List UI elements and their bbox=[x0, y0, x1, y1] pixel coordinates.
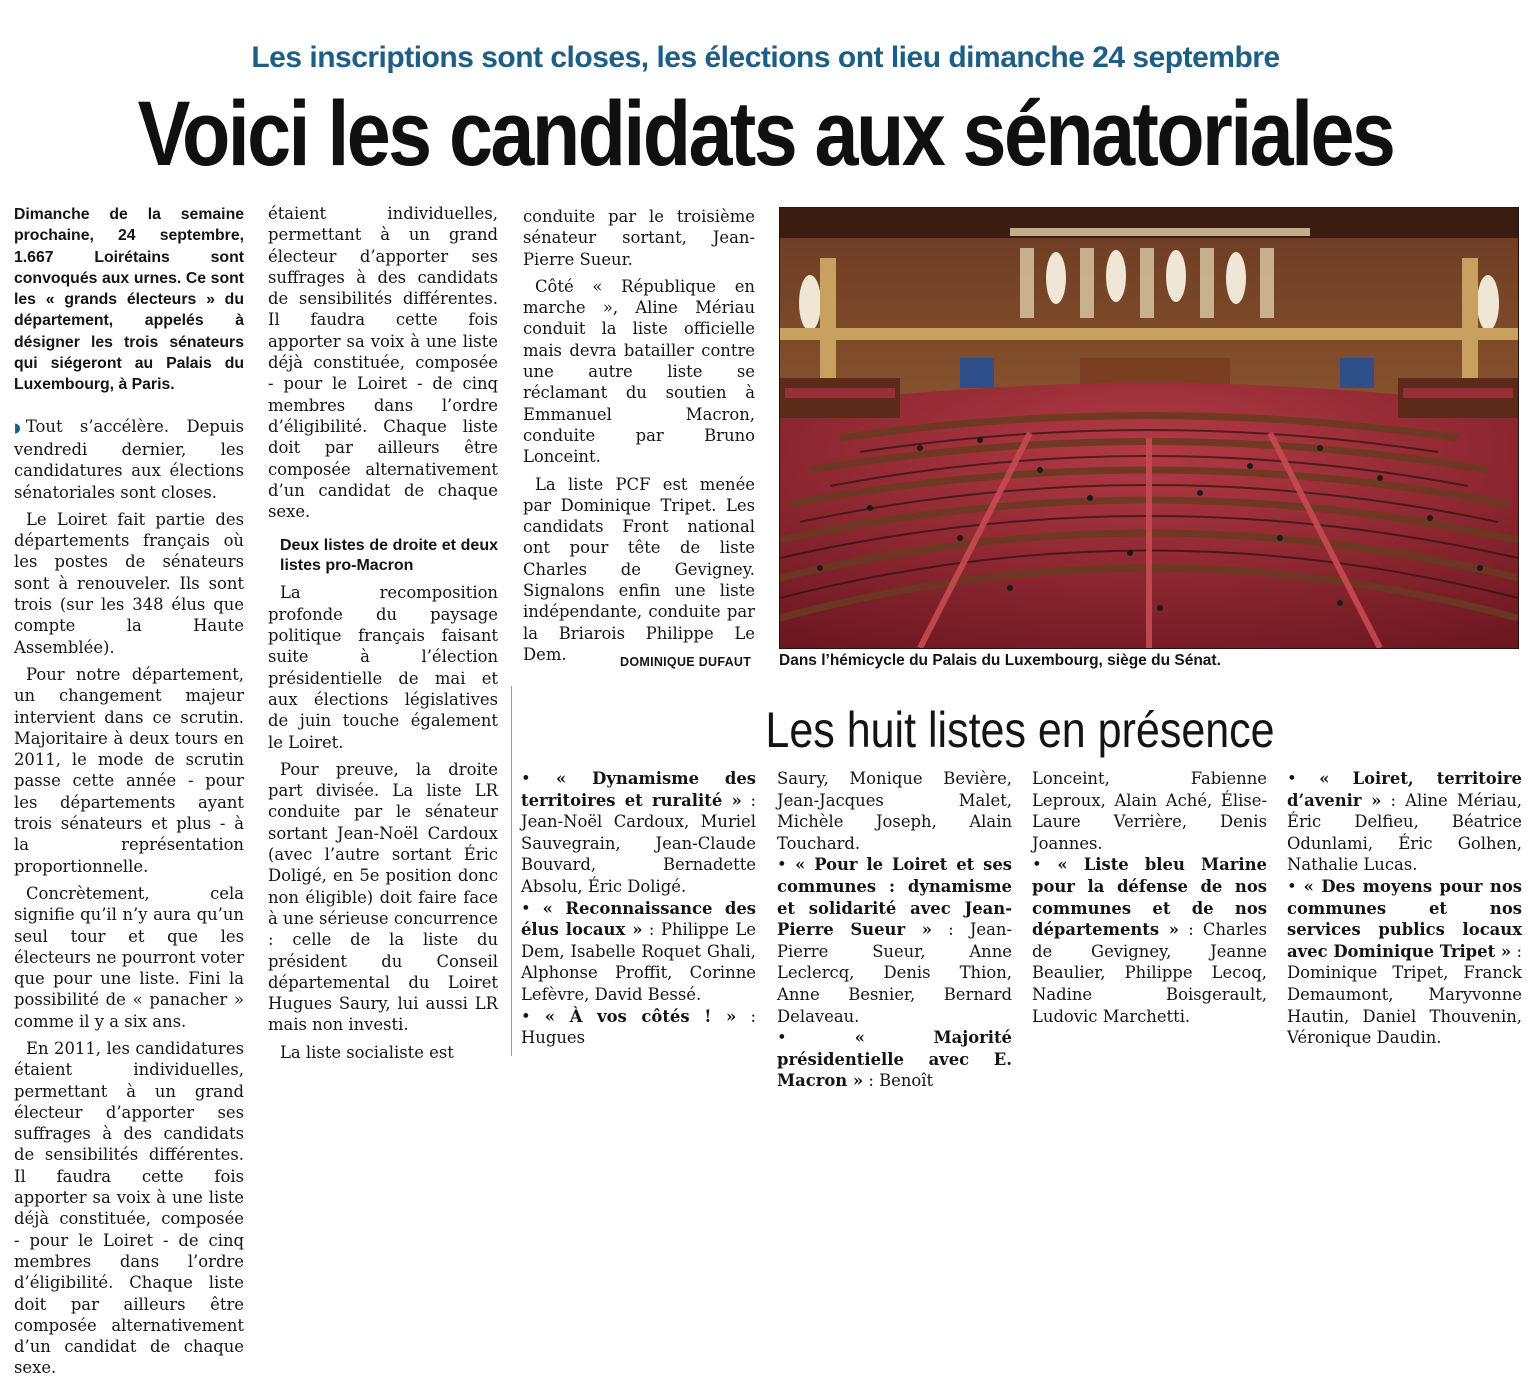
lists-box-title: Les huit listes en présence bbox=[765, 702, 1275, 758]
lists-column-2 bbox=[777, 768, 1012, 1092]
column-2-flow bbox=[268, 203, 498, 522]
list-item: • « Reconnaissance des élus locaux » : Philippe Le Dem, Isabelle Roquet Ghali, Alphonse Proffit, Corinne Lefèvre, David Bessé. bbox=[521, 898, 757, 1004]
paragraph: Concrètement, cela signifie qu’il n’y aura qu’un seul tour et que les électeurs ne pourront voter que pour une liste. Fini la possibilité de « panacher » comme il y a six ans. bbox=[14, 883, 244, 1031]
paragraph: En 2011, les candidatures étaient individuelles, permettant à un grand électeur d’apporter ses suffrages à des candidats de sensibilités différentes. Il faudra cette fois apporter sa voix à une liste déjà constituée, composée - pour le Loiret - de cinq membres dans l’ordre d’éligibilité. Chaque liste doit par ailleurs être composée alternativement d’un candidat de chaque sexe. bbox=[14, 1038, 244, 1378]
article-column-1 bbox=[14, 204, 244, 1385]
byline: DOMINIQUE DUFAUT bbox=[620, 655, 752, 669]
lead-marker-icon: ◗ bbox=[14, 420, 21, 436]
article-column-3 bbox=[523, 206, 755, 671]
hemicycle-illustration bbox=[780, 208, 1518, 648]
headline: Voici les candidats aux sénatoriales bbox=[137, 83, 1394, 185]
kicker: Les inscriptions sont closes, les élections ont lieu dimanche 24 septembre bbox=[251, 41, 1280, 74]
paragraph-continued: étaient individuelles, permettant à un grand électeur d’apporter ses suffrages à des candidats de sensibilités différentes. Il faudra cette fois apporter sa voix à une liste déjà constituée, composée - pour le Loiret - de cinq membres dans l’ordre d’éligibilité. Chaque liste doit par ailleurs être composée alternativement d’un candidat de chaque sexe. bbox=[268, 204, 498, 522]
article-column-2 bbox=[268, 204, 498, 1069]
senate-hemicycle-photo bbox=[779, 207, 1519, 649]
intertitle: Deux listes de droite et deux listes pro-Macron bbox=[280, 537, 498, 575]
list-item: • « Loiret, territoire d’avenir » : Aline Mériau, Éric Delfieu, Béatrice Odunlami, Éric Golhen, Nathalie Lucas. bbox=[1287, 769, 1522, 875]
paragraph: ◗ Tout s’accélère. Depuis vendredi dernier, les candidatures aux élections sénatoriales sont closes. bbox=[14, 416, 244, 502]
list-item: • « À vos côtés ! » : Hugues bbox=[521, 1006, 756, 1048]
paragraph: Côté « République en marche », Aline Mériau conduit la liste officielle mais devra batailler contre une autre liste se réclamant du soutien à Emmanuel Macron, conduite par Bruno Lonceint. bbox=[523, 276, 755, 467]
paragraph-continued: conduite par le troisième sénateur sortant, Jean-Pierre Sueur. bbox=[523, 207, 755, 269]
list-item: • « Pour le Loiret et ses communes : dynamisme et solidarité avec Jean-Pierre Sueur » : Jean-Pierre Sueur, Anne Leclercq, Denis Thion, Anne Besnier, Bernard Delaveau. bbox=[777, 855, 1012, 1026]
paragraph: Pour notre département, un changement majeur intervient dans ce scrutin. Majoritaire à deux tours en 2011, le mode de scrutin passe cette année - pour les départements ayant trois sénateurs et plus - à la représentation proportionnelle. bbox=[14, 664, 244, 876]
paragraph: Le Loiret fait partie des départements français où les postes de sénateurs sont à renouveler. Ils sont trois (sur les 348 élus que compte la Haute Assemblée). bbox=[14, 509, 244, 657]
lists-column-4 bbox=[1287, 768, 1522, 1049]
list-item: • « Des moyens pour nos communes et nos services publics locaux avec Dominique Tripet » : Dominique Tripet, Franck Demaumont, Maryvonne Hautin, Daniel Thouvenin, Véronique Daudin. bbox=[1287, 876, 1523, 1048]
column-divider bbox=[511, 686, 512, 1056]
list-item-continued: Saury, Monique Bevière, Jean-Jacques Malet, Michèle Joseph, Alain Touchard. bbox=[777, 769, 1012, 853]
list-item: • « Liste bleu Marine pour la défense de nos communes et de nos départements » : Charles de Gevigney, Jeanne Beaulier, Philippe Lecoq, Nadine Boisgerault, Ludovic Marchetti. bbox=[1032, 855, 1267, 1026]
lists-column-1 bbox=[521, 768, 756, 1049]
paragraph: La liste PCF est menée par Dominique Tripet. Les candidats Front national ont pour tête de liste Charles de Gevigney. Signalons enfin une liste indépendante, conduite par la Briarois Philippe Le Dem. bbox=[523, 474, 755, 664]
photo-caption: Dans l’hémicycle du Palais du Luxembourg, siège du Sénat. bbox=[779, 652, 1221, 669]
list-item: • « Dynamisme des territoires et ruralité » : Jean-Noël Cardoux, Muriel Sauvegrain, Jean-Claude Bouvard, Bernadette Absolu, Éric Doligé. bbox=[521, 769, 756, 896]
paragraph: La liste socialiste est bbox=[280, 1042, 454, 1062]
paragraph: Pour preuve, la droite part divisée. La liste LR conduite par le sénateur sortant Jean-Noël Cardoux (avec l’autre sortant Éric Doligé, en 5e position donc non éligible) doit faire face à une sérieuse concurrence : celle de la liste du président du Conseil départemental du Loiret Hugues Saury, lui aussi LR mais non investi. bbox=[268, 759, 498, 1035]
paragraph: La recomposition profonde du paysage politique français faisant suite à l’élection présidentielle de mai et aux élections législatives de juin touche également le Loiret. bbox=[268, 583, 498, 752]
lists-column-3 bbox=[1032, 768, 1267, 1027]
list-item-continued: Lonceint, Fabienne Leproux, Alain Aché, Élise-Laure Verrière, Denis Joannes. bbox=[1032, 769, 1267, 853]
chapo: Dimanche de la semaine prochaine, 24 septembre, 1.667 Loirétains sont convoqués aux urnes. Ce sont les « grands électeurs » du département, appelés à désigner les trois sénateurs qui siégeront au Palais du Luxembourg, à Paris. bbox=[14, 206, 244, 394]
list-item: • « Majorité présidentielle avec E. Macron » : Benoît bbox=[777, 1028, 1012, 1091]
